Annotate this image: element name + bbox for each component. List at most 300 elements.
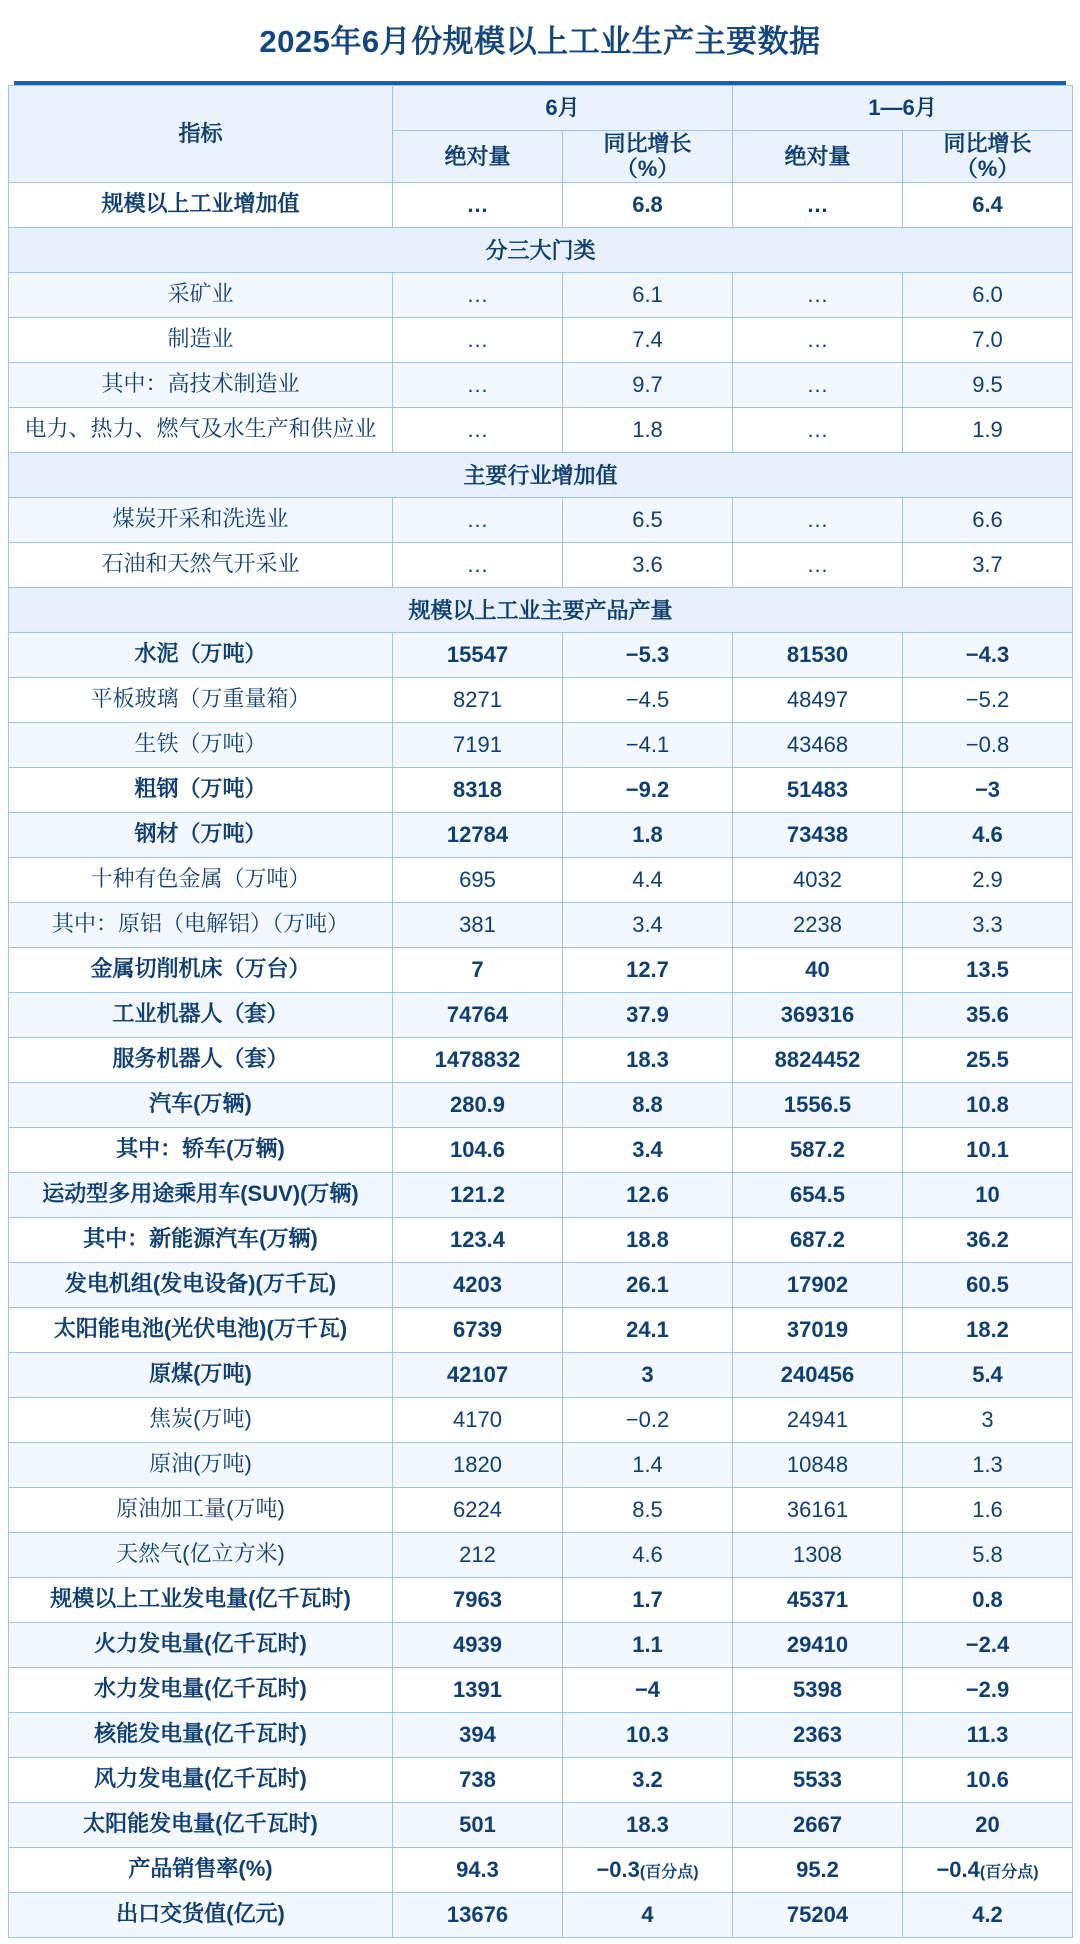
table-row [9, 1847, 1073, 1892]
month-absolute-cell [393, 1892, 563, 1937]
row-label: 天然气(亿立方米) [9, 1532, 393, 1577]
month-yoy-value: 1.8 [632, 416, 663, 442]
month-yoy-cell [563, 1307, 733, 1352]
month-yoy-cell [563, 1397, 733, 1442]
cumulative-yoy-value: −2.9 [965, 1676, 1010, 1702]
row-label: 生铁（万吨） [9, 722, 393, 767]
cumulative-absolute-value: … [806, 551, 829, 577]
cumulative-yoy-cell [903, 632, 1073, 677]
cumulative-yoy-cell [903, 182, 1073, 227]
cumulative-yoy-value: 1.3 [972, 1451, 1003, 1477]
header-cumulative-yoy-line2: （%） [955, 156, 1020, 182]
cumulative-absolute-value: 8824452 [774, 1046, 861, 1072]
cumulative-absolute-value: … [806, 506, 829, 532]
row-label: 汽车(万辆) [9, 1082, 393, 1127]
cumulative-yoy-cell [903, 1397, 1073, 1442]
month-absolute-cell [393, 1712, 563, 1757]
month-absolute-value: … [466, 191, 489, 217]
table-row [9, 1487, 1073, 1532]
month-yoy-cell [563, 632, 733, 677]
row-label: 制造业 [9, 317, 393, 362]
cumulative-absolute-value: 10848 [786, 1451, 849, 1477]
row-label: 水泥（万吨） [9, 632, 393, 677]
table-row [9, 1352, 1073, 1397]
month-yoy-cell [563, 1667, 733, 1712]
month-absolute-cell [393, 1487, 563, 1532]
month-absolute-value: 1391 [453, 1676, 502, 1702]
month-yoy-value: 8.8 [632, 1091, 663, 1117]
row-label: 原油(万吨) [9, 1442, 393, 1487]
cumulative-absolute-value: 24941 [786, 1406, 849, 1432]
month-absolute-cell [393, 1082, 563, 1127]
month-yoy-cell [563, 1082, 733, 1127]
row-label: 平板玻璃（万重量箱） [9, 677, 393, 722]
row-label: 水力发电量(亿千瓦时) [9, 1667, 393, 1712]
header-month-yoy-line2: （%） [615, 156, 680, 182]
cumulative-yoy-cell [903, 1487, 1073, 1532]
cumulative-yoy-value: 35.6 [966, 1001, 1009, 1027]
table-row [9, 317, 1073, 362]
cumulative-yoy-value: −5.2 [965, 686, 1010, 712]
month-yoy-value: 24.1 [626, 1316, 669, 1342]
month-yoy-cell [563, 362, 733, 407]
month-yoy-value: 1.4 [632, 1451, 663, 1477]
table-row [9, 1892, 1073, 1937]
month-absolute-cell [393, 767, 563, 812]
table-row [9, 992, 1073, 1037]
month-absolute-value: 501 [459, 1811, 496, 1837]
month-yoy-cell [563, 542, 733, 587]
month-absolute-cell [393, 362, 563, 407]
month-absolute-value: 7 [471, 956, 484, 982]
row-label: 其中：新能源汽车(万辆) [9, 1217, 393, 1262]
row-label: 钢材（万吨） [9, 812, 393, 857]
row-label: 其中：原铝（电解铝）（万吨） [9, 902, 393, 947]
row-label: 规模以上工业发电量(亿千瓦时) [9, 1577, 393, 1622]
month-absolute-value: … [466, 506, 489, 532]
cumulative-yoy-value: 6.4 [972, 191, 1003, 217]
cumulative-absolute-cell [733, 1487, 903, 1532]
month-yoy-value: 4.4 [632, 866, 663, 892]
table-row [9, 1442, 1073, 1487]
month-absolute-cell [393, 1037, 563, 1082]
cumulative-absolute-value: 29410 [786, 1631, 849, 1657]
month-yoy-cell [563, 1127, 733, 1172]
table-body [9, 182, 1073, 1937]
cumulative-yoy-cell [903, 1712, 1073, 1757]
month-yoy-cell [563, 767, 733, 812]
row-label: 石油和天然气开采业 [9, 542, 393, 587]
cumulative-yoy-value: 10.1 [966, 1136, 1009, 1162]
row-label: 十种有色金属（万吨） [9, 857, 393, 902]
month-yoy-cell [563, 1892, 733, 1937]
header-cumulative-yoy-line1: 同比增长 [943, 131, 1032, 156]
cumulative-absolute-cell [733, 1802, 903, 1847]
month-absolute-value: 7963 [453, 1586, 502, 1612]
cumulative-yoy-value: 20 [975, 1811, 1000, 1837]
month-absolute-value: 123.4 [449, 1226, 506, 1252]
cumulative-absolute-cell [733, 767, 903, 812]
cumulative-yoy-cell [903, 902, 1073, 947]
month-absolute-cell [393, 1847, 563, 1892]
month-absolute-cell [393, 1307, 563, 1352]
row-label: 规模以上工业增加值 [9, 182, 393, 227]
cumulative-absolute-cell [733, 1037, 903, 1082]
month-absolute-cell [393, 992, 563, 1037]
cumulative-yoy-cell [903, 362, 1073, 407]
cumulative-yoy-value: −2.4 [965, 1631, 1010, 1657]
month-yoy-value: 10.3 [626, 1721, 669, 1747]
cumulative-absolute-value: 587.2 [789, 1136, 846, 1162]
cumulative-yoy-value: 13.5 [966, 956, 1009, 982]
month-yoy-cell [563, 1172, 733, 1217]
table-row [9, 1802, 1073, 1847]
month-yoy-value: 1.1 [632, 1631, 663, 1657]
cumulative-yoy-cell [903, 1532, 1073, 1577]
month-absolute-cell [393, 1172, 563, 1217]
cumulative-absolute-cell [733, 992, 903, 1037]
table-row [9, 1082, 1073, 1127]
row-label: 风力发电量(亿千瓦时) [9, 1757, 393, 1802]
month-yoy-value: 12.7 [626, 956, 669, 982]
cumulative-absolute-cell [733, 1397, 903, 1442]
month-absolute-cell [393, 1757, 563, 1802]
header-cumulative-absolute: 绝对量 [733, 131, 903, 183]
cumulative-absolute-value: 240456 [780, 1361, 855, 1387]
cumulative-absolute-cell [733, 902, 903, 947]
cumulative-yoy-cell [903, 1217, 1073, 1262]
month-yoy-value: 18.3 [626, 1811, 669, 1837]
cumulative-absolute-cell [733, 1532, 903, 1577]
cumulative-yoy-value: 25.5 [966, 1046, 1009, 1072]
cumulative-yoy-cell [903, 857, 1073, 902]
cumulative-yoy-value: 0.8 [972, 1586, 1003, 1612]
month-absolute-cell [393, 1442, 563, 1487]
month-absolute-cell [393, 1802, 563, 1847]
cumulative-yoy-value: 36.2 [966, 1226, 1009, 1252]
month-absolute-value: 695 [459, 866, 496, 892]
month-absolute-cell [393, 407, 563, 452]
cumulative-absolute-cell [733, 857, 903, 902]
industrial-production-table [8, 85, 1073, 1938]
month-absolute-value: … [466, 416, 489, 442]
cumulative-yoy-cell [903, 1262, 1073, 1307]
month-yoy-value: 3.4 [632, 911, 663, 937]
month-yoy-value: −0.3 [596, 1856, 640, 1882]
cumulative-absolute-value: 75204 [786, 1901, 849, 1927]
row-label: 太阳能发电量(亿千瓦时) [9, 1802, 393, 1847]
row-label: 运动型多用途乘用车(SUV)(万辆) [9, 1172, 393, 1217]
month-yoy-cell [563, 407, 733, 452]
table-row [9, 497, 1073, 542]
section-label: 主要行业增加值 [9, 452, 1073, 497]
month-absolute-cell [393, 1622, 563, 1667]
cumulative-absolute-cell [733, 1082, 903, 1127]
table-row [9, 362, 1073, 407]
month-yoy-cell [563, 902, 733, 947]
cumulative-yoy-cell [903, 317, 1073, 362]
month-yoy-value: 12.6 [626, 1181, 669, 1207]
month-yoy-value: 37.9 [626, 1001, 669, 1027]
month-yoy-cell [563, 1442, 733, 1487]
header-cumulative-yoy [903, 131, 1073, 183]
month-yoy-cell [563, 182, 733, 227]
cumulative-absolute-value: 2363 [793, 1721, 842, 1747]
table-row [9, 857, 1073, 902]
section-label: 分三大门类 [9, 227, 1073, 272]
header-month-absolute: 绝对量 [393, 131, 563, 183]
cumulative-absolute-value: 5533 [793, 1766, 842, 1792]
month-yoy-value: −4.5 [625, 686, 670, 712]
cumulative-absolute-value: 654.5 [789, 1181, 846, 1207]
month-yoy-cell [563, 497, 733, 542]
cumulative-absolute-value: 51483 [786, 776, 849, 802]
cumulative-yoy-value: 3 [981, 1406, 994, 1432]
row-label: 煤炭开采和洗选业 [9, 497, 393, 542]
page-title: 2025年6月份规模以上工业生产主要数据 [259, 24, 821, 59]
month-yoy-value: 4 [641, 1901, 654, 1927]
table-row [9, 272, 1073, 317]
cumulative-yoy-cell [903, 1757, 1073, 1802]
month-yoy-cell [563, 317, 733, 362]
month-absolute-cell [393, 722, 563, 767]
month-absolute-value: 121.2 [449, 1181, 506, 1207]
cumulative-absolute-value: 95.2 [796, 1856, 839, 1882]
cumulative-yoy-cell [903, 1172, 1073, 1217]
cumulative-yoy-cell [903, 1577, 1073, 1622]
table-row [9, 542, 1073, 587]
month-yoy-value: 4.6 [632, 1541, 663, 1567]
month-absolute-value: 6739 [453, 1316, 502, 1342]
cumulative-yoy-value: 11.3 [966, 1721, 1009, 1747]
cumulative-absolute-value: 45371 [786, 1586, 849, 1612]
table-row [9, 1622, 1073, 1667]
month-yoy-cell [563, 722, 733, 767]
row-label: 发电机组(发电设备)(万千瓦) [9, 1262, 393, 1307]
table-row [9, 1262, 1073, 1307]
month-absolute-cell [393, 947, 563, 992]
cumulative-yoy-cell [903, 497, 1073, 542]
month-absolute-cell [393, 1397, 563, 1442]
table-row [9, 1217, 1073, 1262]
month-absolute-value: 212 [459, 1541, 496, 1567]
month-absolute-value: … [466, 281, 489, 307]
cumulative-absolute-value: 17902 [786, 1271, 849, 1297]
cumulative-yoy-cell [903, 1847, 1073, 1892]
cumulative-yoy-value: 5.4 [972, 1361, 1003, 1387]
table-row [9, 1667, 1073, 1712]
month-absolute-cell [393, 632, 563, 677]
cumulative-absolute-value: 4032 [793, 866, 842, 892]
month-yoy-cell [563, 1037, 733, 1082]
header-row-1 [9, 86, 1073, 131]
month-yoy-value: 3.2 [632, 1766, 663, 1792]
cumulative-yoy-cell [903, 722, 1073, 767]
month-yoy-cell [563, 1532, 733, 1577]
cumulative-absolute-cell [733, 1262, 903, 1307]
cumulative-absolute-cell [733, 632, 903, 677]
cumulative-absolute-cell [733, 407, 903, 452]
cumulative-absolute-cell [733, 1667, 903, 1712]
table-row [9, 407, 1073, 452]
cumulative-yoy-cell [903, 1127, 1073, 1172]
month-yoy-value: 7.4 [632, 326, 663, 352]
table-row [9, 767, 1073, 812]
month-absolute-value: … [466, 551, 489, 577]
table-row [9, 1127, 1073, 1172]
row-label: 采矿业 [9, 272, 393, 317]
month-absolute-value: 15547 [446, 641, 509, 667]
month-yoy-value: 18.8 [626, 1226, 669, 1252]
cumulative-absolute-cell [733, 317, 903, 362]
row-label: 焦炭(万吨) [9, 1397, 393, 1442]
month-yoy-value: 1.8 [632, 821, 663, 847]
row-label: 原煤(万吨) [9, 1352, 393, 1397]
cumulative-yoy-value: 5.8 [972, 1541, 1003, 1567]
table-row [9, 1712, 1073, 1757]
cumulative-absolute-cell [733, 1757, 903, 1802]
cumulative-absolute-value: 40 [805, 956, 830, 982]
cumulative-absolute-cell [733, 362, 903, 407]
month-absolute-value: 42107 [446, 1361, 509, 1387]
month-absolute-cell [393, 1217, 563, 1262]
row-label: 核能发电量(亿千瓦时) [9, 1712, 393, 1757]
table-row [9, 722, 1073, 767]
month-absolute-value: 104.6 [449, 1136, 506, 1162]
cumulative-yoy-cell [903, 407, 1073, 452]
cumulative-absolute-value: 37019 [786, 1316, 849, 1342]
month-yoy-value: −4.1 [625, 731, 670, 757]
month-absolute-value: 8318 [453, 776, 502, 802]
month-yoy-cell [563, 1352, 733, 1397]
month-absolute-cell [393, 1667, 563, 1712]
cumulative-yoy-cell [903, 1892, 1073, 1937]
cumulative-absolute-cell [733, 1847, 903, 1892]
month-absolute-value: … [466, 326, 489, 352]
row-label: 火力发电量(亿千瓦时) [9, 1622, 393, 1667]
cumulative-yoy-value: 4.6 [972, 821, 1003, 847]
month-absolute-value: 394 [459, 1721, 496, 1747]
month-yoy-cell [563, 272, 733, 317]
cumulative-yoy-cell [903, 1307, 1073, 1352]
table-row [9, 632, 1073, 677]
cumulative-absolute-value: 2238 [793, 911, 842, 937]
month-yoy-cell [563, 677, 733, 722]
cumulative-absolute-value: … [806, 191, 829, 217]
month-absolute-value: … [466, 371, 489, 397]
row-label: 金属切削机床（万台） [9, 947, 393, 992]
cumulative-absolute-value: 36161 [786, 1496, 849, 1522]
month-absolute-cell [393, 677, 563, 722]
cumulative-yoy-value: −3 [974, 776, 1001, 802]
month-absolute-value: 4203 [453, 1271, 502, 1297]
cumulative-yoy-value: 6.6 [972, 506, 1003, 532]
cumulative-absolute-cell [733, 1622, 903, 1667]
month-yoy-value: 3 [641, 1361, 654, 1387]
cumulative-yoy-value: 10.6 [966, 1766, 1009, 1792]
row-label: 出口交货值(亿元) [9, 1892, 393, 1937]
cumulative-yoy-cell [903, 812, 1073, 857]
month-absolute-cell [393, 1127, 563, 1172]
month-absolute-value: 74764 [446, 1001, 509, 1027]
cumulative-yoy-value: −4.3 [965, 641, 1010, 667]
month-absolute-cell [393, 1577, 563, 1622]
header-month-yoy-line1: 同比增长 [603, 131, 692, 156]
cumulative-absolute-cell [733, 272, 903, 317]
table-header [9, 86, 1073, 183]
cumulative-absolute-value: 1308 [793, 1541, 842, 1567]
cumulative-yoy-value: 4.2 [972, 1901, 1003, 1927]
month-yoy-value: 6.1 [632, 281, 663, 307]
month-yoy-value: 3.4 [632, 1136, 663, 1162]
month-absolute-value: 8271 [453, 686, 502, 712]
cumulative-yoy-cell [903, 767, 1073, 812]
month-absolute-value: 12784 [446, 821, 509, 847]
cumulative-absolute-value: 48497 [786, 686, 849, 712]
header-indicator: 指标 [9, 86, 393, 183]
cumulative-absolute-cell [733, 1577, 903, 1622]
month-absolute-cell [393, 857, 563, 902]
month-absolute-cell [393, 1532, 563, 1577]
cumulative-yoy-value: −0.4 [936, 1856, 980, 1882]
cumulative-yoy-cell [903, 1622, 1073, 1667]
month-yoy-cell [563, 857, 733, 902]
cumulative-absolute-value: 2667 [793, 1811, 842, 1837]
month-absolute-value: 6224 [453, 1496, 502, 1522]
month-yoy-cell [563, 1487, 733, 1532]
month-absolute-value: 4939 [453, 1631, 502, 1657]
month-yoy-cell [563, 1802, 733, 1847]
table-row [9, 902, 1073, 947]
month-yoy-cell [563, 1847, 733, 1892]
cumulative-yoy-value: 18.2 [966, 1316, 1009, 1342]
header-group-cumulative: 1—6月 [733, 86, 1073, 131]
cumulative-absolute-value: 81530 [786, 641, 849, 667]
month-yoy-value: 9.7 [632, 371, 663, 397]
month-yoy-cell [563, 1262, 733, 1307]
cumulative-absolute-cell [733, 947, 903, 992]
cumulative-yoy-value: 6.0 [972, 281, 1003, 307]
table-row [9, 1532, 1073, 1577]
cumulative-absolute-cell [733, 722, 903, 767]
table-row [9, 1757, 1073, 1802]
month-yoy-value: 8.5 [632, 1496, 663, 1522]
month-absolute-cell [393, 182, 563, 227]
month-yoy-value: 18.3 [626, 1046, 669, 1072]
cumulative-yoy-value: 3.3 [972, 911, 1003, 937]
month-absolute-value: 280.9 [449, 1091, 506, 1117]
table-section-row [9, 227, 1073, 272]
month-absolute-cell [393, 542, 563, 587]
cumulative-absolute-value: … [806, 416, 829, 442]
row-label: 其中：轿车(万辆) [9, 1127, 393, 1172]
row-label: 其中：高技术制造业 [9, 362, 393, 407]
cumulative-yoy-cell [903, 272, 1073, 317]
month-yoy-value: −0.2 [625, 1406, 670, 1432]
cumulative-absolute-cell [733, 1307, 903, 1352]
table-row [9, 182, 1073, 227]
cumulative-yoy-cell [903, 1352, 1073, 1397]
month-absolute-cell [393, 497, 563, 542]
cumulative-yoy-value: 1.6 [972, 1496, 1003, 1522]
cumulative-absolute-cell [733, 677, 903, 722]
month-yoy-value: −5.3 [625, 641, 670, 667]
month-absolute-cell [393, 317, 563, 362]
cumulative-yoy-value: 10.8 [966, 1091, 1009, 1117]
month-yoy-value: −4 [634, 1676, 661, 1702]
cumulative-absolute-cell [733, 1127, 903, 1172]
cumulative-absolute-cell [733, 497, 903, 542]
